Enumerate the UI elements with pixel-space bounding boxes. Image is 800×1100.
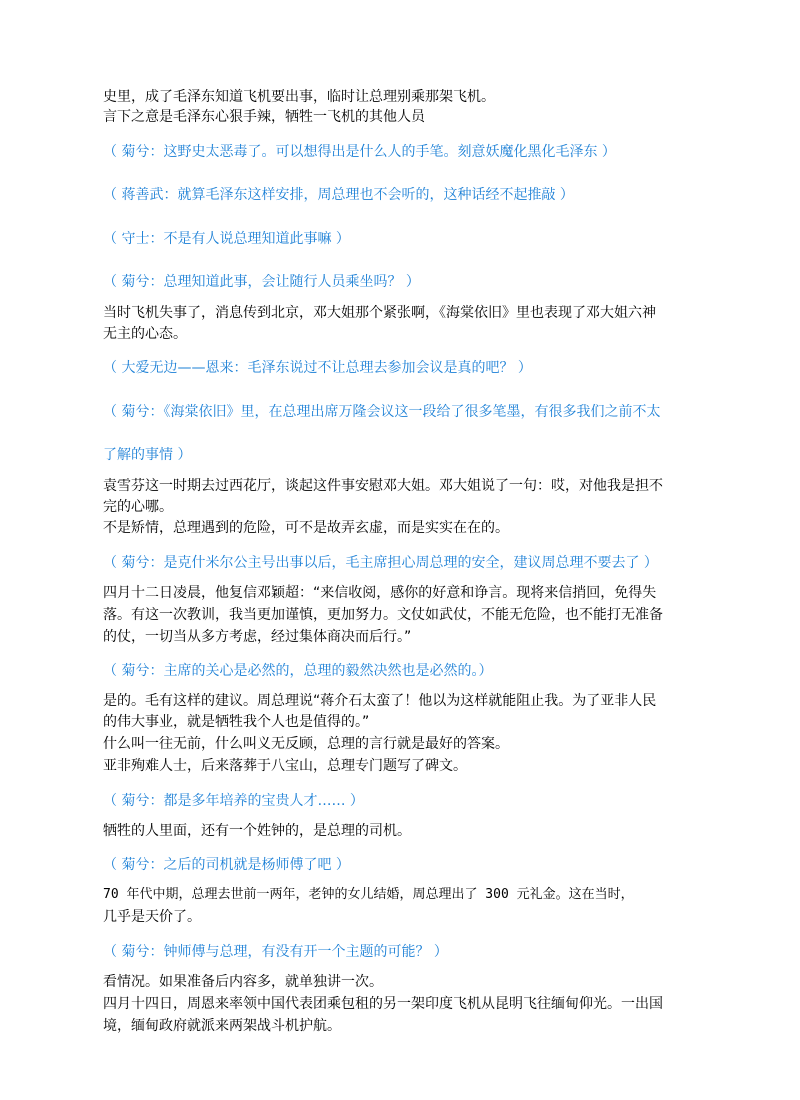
paragraph-line: 的仗，一切当从多方考虑，经过集体商决而后行。” [103,629,412,645]
comment-line: （ 菊兮：是克什米尔公主号出事以后，毛主席担心周总理的安全，建议周总理不要去了 ） [103,555,658,571]
paragraph-line: 什么叫一往无前，什么叫义无反顾，总理的言行就是最好的答案。 [103,736,509,752]
comment-line: （ 菊兮：这野史太恶毒了。可以想得出是什么人的手笔。刻意妖魔化黑化毛泽东 ） [103,144,616,160]
comment-line: 了解的事情 ） [103,447,192,463]
paragraph-line: 史里，成了毛泽东知道飞机要出事，临时让总理别乘那架飞机。 [103,89,495,105]
paragraph-line: 亚非殉难人士，后来落葬于八宝山，总理专门题写了碑文。 [103,758,467,774]
comment-line: （ 菊兮：《海棠依旧》里，在总理出席万隆会议这一段给了很多笔墨，有很多我们之前不太 [103,404,661,420]
comment-line: （ 蒋善武：就算毛泽东这样安排，周总理也不会听的，这种话经不起推敲 ） [103,187,574,203]
paragraph-line: 落。有这一次教训，我当更加谨慎，更加努力。文仗如武仗，不能无危险，也不能打无准备 [103,607,663,623]
paragraph-line: 袁雪芬这一时期去过西花厅，谈起这件事安慰邓大姐。邓大姐说了一句：哎，对他我是担不 [103,478,663,494]
comment-line: （ 菊兮：主席的关心是必然的，总理的毅然决然也是必然的。） [103,663,493,679]
paragraph-line: 四月十二日凌晨，他复信邓颖超：“来信收阅，感你的好意和诤言。现将来信捎回，免得失 [103,585,657,601]
paragraph-line: 完的心哪。 [103,499,173,515]
paragraph-line: 的伟大事业，就是牺牲我个人也是值得的。” [103,714,370,730]
paragraph-line: 看情况。如果准备后内容多，就单独讲一次。 [103,974,383,990]
paragraph-line: 四月十四日，周恩来率领中国代表团乘包租的另一架印度飞机从昆明飞往缅甸仰光。一出国 [103,996,663,1012]
paragraph-line: 不是矫情，总理遇到的危险，可不是故弄玄虚，而是实实在在的。 [103,520,509,536]
paragraph-line: 无主的心态。 [103,326,187,342]
paragraph-line: 牺牲的人里面，还有一个姓钟的，是总理的司机。 [103,823,411,839]
comment-line: （ 菊兮：之后的司机就是杨师傅了吧 ） [103,857,350,873]
paragraph-line: 当时飞机失事了，消息传到北京，邓大姐那个紧张啊，《海棠依旧》里也表现了邓大姐六神 [103,305,656,321]
comment-line: （ 守士：不是有人说总理知道此事嘛 ） [103,231,350,247]
paragraph-line: 境，缅甸政府就派来两架战斗机护航。 [103,1018,341,1034]
comment-line: （ 菊兮：总理知道此事，会让随行人员乘坐吗？ ） [103,274,420,290]
paragraph-line: 言下之意是毛泽东心狠手辣，牺牲一飞机的其他人员 [103,109,425,125]
paragraph-line: 是的。毛有这样的建议。周总理说“蒋介石太蛮了！他以为这样就能阻止我。为了亚非人民 [103,693,657,709]
paragraph-line: 70 年代中期，总理去世前一两年，老钟的女儿结婚，周总理出了 300 元礼金。这在当时， [103,887,634,902]
comment-line: （ 大爱无边——恩来：毛泽东说过不让总理去参加会议是真的吧？ ） [103,360,532,376]
paragraph-line: 几乎是天价了。 [103,909,201,925]
comment-line: （ 菊兮：都是多年培养的宝贵人才…… ） [103,793,364,809]
comment-line: （ 菊兮：钟师傅与总理，有没有开一个主题的可能？ ） [103,944,448,960]
